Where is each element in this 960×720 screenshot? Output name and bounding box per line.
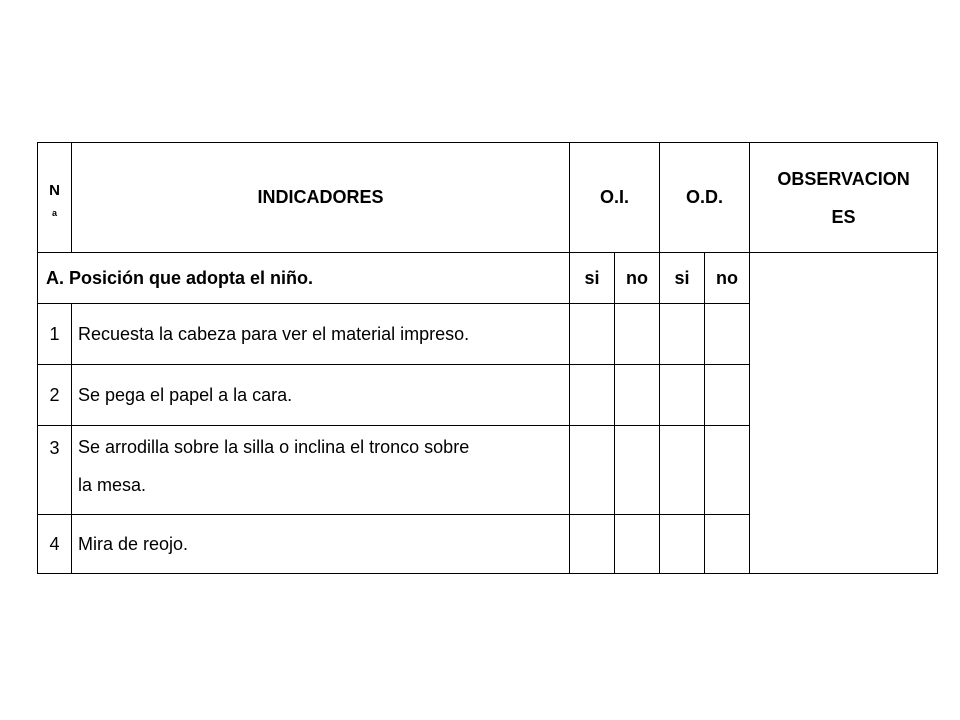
od-si-cell[interactable] — [660, 365, 705, 426]
od-no-cell[interactable] — [705, 515, 750, 574]
row-indicator: Mira de reojo. — [72, 515, 570, 574]
header-row — [38, 143, 938, 253]
oi-si-cell[interactable] — [570, 515, 615, 574]
oi-header: O.I. — [570, 143, 660, 253]
od-si-cell[interactable] — [660, 304, 705, 365]
row-number: 4 — [38, 515, 72, 574]
oi-no-cell[interactable] — [615, 365, 660, 426]
row-indicator: Recuesta la cabeza para ver el material impreso. — [72, 304, 570, 365]
observaciones-header-line2: ES — [831, 206, 856, 227]
row-indicator — [72, 426, 570, 515]
oi-si-label: si — [570, 253, 615, 304]
od-si-label: si — [660, 253, 705, 304]
number-header-sub: a — [51, 207, 57, 218]
od-no-label: no — [705, 253, 750, 304]
oi-no-label: no — [615, 253, 660, 304]
row-indicator-line2: la mesa. — [78, 475, 147, 495]
section-row — [38, 253, 938, 304]
od-no-cell[interactable] — [705, 426, 750, 515]
od-si-cell[interactable] — [660, 515, 705, 574]
observation-table — [37, 142, 938, 574]
row-number: 3 — [38, 426, 72, 515]
row-number: 1 — [38, 304, 72, 365]
indicadores-header: INDICADORES — [72, 143, 570, 253]
observaciones-header — [750, 143, 938, 253]
oi-si-cell[interactable] — [570, 426, 615, 515]
od-no-cell[interactable] — [705, 365, 750, 426]
oi-no-cell[interactable] — [615, 426, 660, 515]
number-header — [38, 143, 72, 253]
od-no-cell[interactable] — [705, 304, 750, 365]
oi-si-cell[interactable] — [570, 304, 615, 365]
row-number: 2 — [38, 365, 72, 426]
section-label: A. Posición que adopta el niño. — [38, 253, 570, 304]
row-indicator: Se pega el papel a la cara. — [72, 365, 570, 426]
observaciones-header-line1: OBSERVACION — [777, 168, 910, 189]
oi-si-cell[interactable] — [570, 365, 615, 426]
oi-no-cell[interactable] — [615, 304, 660, 365]
oi-no-cell[interactable] — [615, 515, 660, 574]
od-header: O.D. — [660, 143, 750, 253]
od-si-cell[interactable] — [660, 426, 705, 515]
observaciones-cell[interactable] — [750, 253, 938, 574]
number-header-letter: N — [49, 181, 60, 199]
row-indicator-line1: Se arrodilla sobre la silla o inclina el tronco sobre — [78, 437, 470, 457]
